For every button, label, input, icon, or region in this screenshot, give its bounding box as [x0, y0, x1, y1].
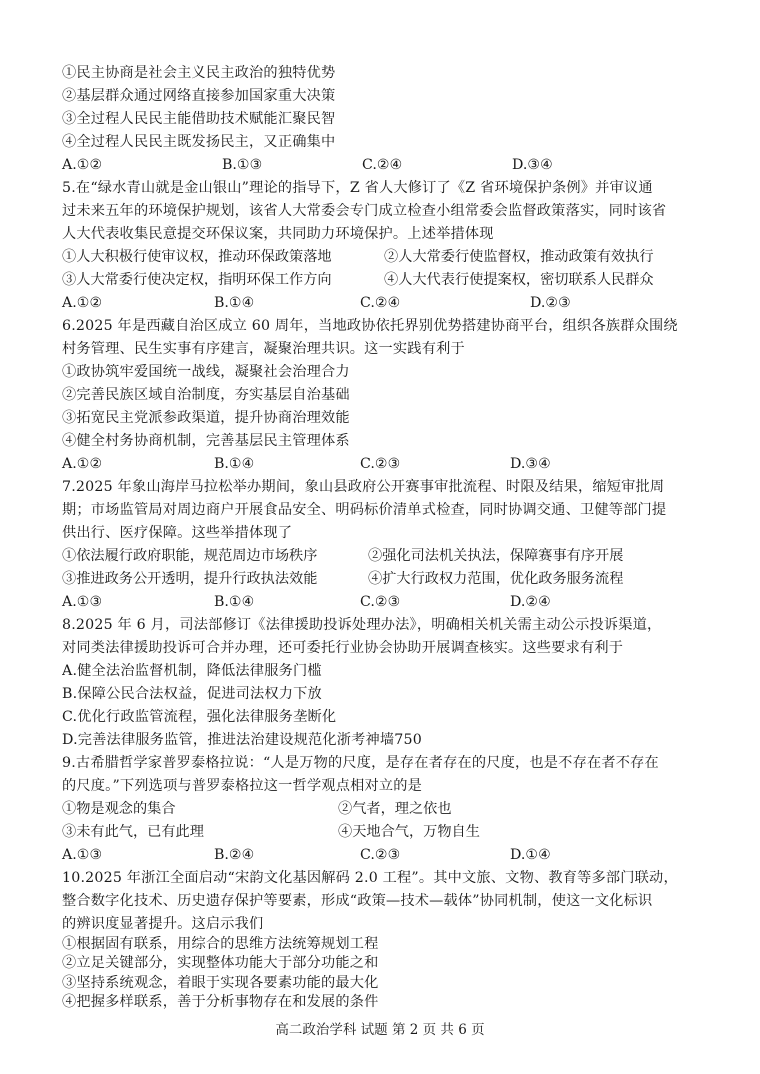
q6-item-1: ①政协筑牢爱国统一战线，凝聚社会治理合力 — [62, 364, 350, 380]
q5-option-a: A.①② — [62, 295, 103, 311]
q9-option-c: C.②③ — [360, 847, 401, 863]
q4-option-c: C.②④ — [362, 157, 403, 173]
q4-item-4: ④全过程人民民主既发扬民主，又正确集中 — [62, 134, 336, 150]
q7-stem-line-1: 7.2025 年象山海岸马拉松举办期间，象山县政府公开赛事审批流程、时限及结果，缩短审批周 — [62, 479, 665, 495]
q5-item-1: ①人大积极行使审议权，推动环保政策落地 — [62, 249, 332, 265]
q6-item-3: ③拓宽民主党派参政渠道，提升协商治理效能 — [62, 410, 350, 426]
q8-choice-a: A.健全法治监督机制，降低法律服务门槛 — [62, 663, 322, 679]
q4-item-1: ①民主协商是社会主义民主政治的独特优势 — [62, 65, 336, 81]
q10-stem-line-3: 的辨识度显著提升。这启示我们 — [62, 916, 264, 932]
q5-stem-line-2: 过未来五年的环境保护规划，该省人大常委会专门成立检查小组常委会监督政策落实，同时该省 — [62, 203, 667, 219]
q7-options — [62, 591, 712, 613]
q9-options — [62, 844, 712, 866]
q9-item-1: ①物是观念的集合 — [62, 801, 176, 817]
q9-item-4: ④天地合气，万物自生 — [338, 824, 480, 840]
q4-item-2: ②基层群众通过网络直接参加国家重大决策 — [62, 88, 336, 104]
q9-option-a: A.①③ — [62, 847, 103, 863]
q5-option-c: C.②④ — [360, 295, 401, 311]
q8-choice-d: D.完善法律服务监管，推进法治建设规范化浙考神墙750 — [62, 732, 422, 748]
q9-option-d: D.①④ — [510, 847, 551, 863]
q10-item-4: ④把握多样联系，善于分析事物存在和发展的条件 — [62, 994, 379, 1010]
q5-stem-line-1: 5.在“绿水青山就是金山银山”理论的指导下，Z 省人大修订了《Z 省环境保护条例》并审议通 — [62, 180, 653, 196]
q7-item-4: ④扩大行政权力范围，优化政务服务流程 — [368, 571, 624, 587]
q7-option-b: B.①④ — [214, 594, 255, 610]
q8-choice-b: B.保障公民合法权益，促进司法权力下放 — [62, 686, 322, 702]
q7-stem-line-3: 供出行、医疗保障。这些举措体现了 — [62, 525, 293, 541]
q7-option-a: A.①③ — [62, 594, 103, 610]
q5-option-b: B.①④ — [214, 295, 255, 311]
q4-option-d: D.③④ — [512, 157, 553, 173]
q6-option-d: D.③④ — [510, 456, 551, 472]
q5-options — [62, 292, 712, 314]
q4-options — [62, 154, 712, 176]
q5-option-d: D.②③ — [530, 295, 571, 311]
q5-item-4: ④人大代表行使提案权，密切联系人民群众 — [384, 272, 654, 288]
q5-item-2: ②人大常委行使监督权，推动政策有效执行 — [384, 249, 654, 265]
q9-stem-line-1: 9.古希腊哲学家普罗泰格拉说：“人是万物的尺度，是存在者存在的尺度，也是不存在者不存在 — [62, 755, 659, 771]
q6-item-4: ④健全村务协商机制，完善基层民主管理体系 — [62, 433, 350, 449]
q9-option-b: B.②④ — [214, 847, 255, 863]
q7-option-d: D.②④ — [510, 594, 551, 610]
q10-item-1: ①根据固有联系，用综合的思维方法统筹规划工程 — [62, 935, 379, 952]
q8-stem-line-2: 对同类法律援助投诉可合并办理，还可委托行业协会协助开展调查核实。这些要求有利于 — [62, 640, 624, 656]
q9-item-2: ②气者，理之依也 — [338, 801, 452, 817]
q7-item-3: ③推进政务公开透明，提升行政执法效能 — [62, 571, 318, 587]
q6-option-c: C.②③ — [360, 456, 401, 472]
q10-item-3: ③坚持系统观念，着眼于实现各要素功能的最大化 — [62, 974, 379, 991]
q9-item-3: ③未有此气，已有此理 — [62, 824, 204, 840]
q8-choice-c: C.优化行政监管流程，强化法律服务垄断化 — [62, 709, 337, 725]
q6-stem-line-2: 村务管理、民生实事有序建言，凝聚治理共识。这一实践有利于 — [62, 341, 465, 357]
q8-stem-line-1: 8.2025 年 6 月，司法部修订《法律援助投诉处理办法》，明确相关机关需主动公示投诉渠道， — [62, 617, 662, 633]
q4-item-3: ③全过程人民民主能借助技术赋能汇聚民智 — [62, 111, 336, 127]
q9-stem-line-2: 的尺度。”下列选项与普罗泰格拉这一哲学观点相对立的是 — [62, 778, 423, 794]
q10-stem-line-2: 整合数字化技术、历史遗存保护等要素，形成“政策—技术—载体”协同机制，使这一文化标识 — [62, 893, 653, 909]
q7-item-2: ②强化司法机关执法，保障赛事有序开展 — [368, 548, 624, 564]
q10-stem-line-1: 10.2025 年浙江全面启动“宋韵文化基因解码 2.0 工程”。其中文旅、文物、教育等多部门联动， — [62, 870, 678, 886]
q7-option-c: C.②③ — [360, 594, 401, 610]
q6-option-a: A.①② — [62, 456, 103, 472]
q6-stem-line-1: 6.2025 年是西藏自治区成立 60 周年，当地政协依托界别优势搭建协商平台，组织各族群众围绕 — [62, 318, 678, 334]
q6-item-2: ②完善民族区域自治制度，夯实基层自治基础 — [62, 387, 350, 403]
q4-option-a: A.①② — [62, 157, 103, 173]
q10-item-2: ②立足关键部分，实现整体功能大于部分功能之和 — [62, 955, 379, 971]
q7-stem-line-2: 期；市场监管局对周边商户开展食品安全、明码标价清单式检查，同时协调交通、卫健等部门提 — [62, 502, 667, 518]
q6-option-b: B.①④ — [214, 456, 255, 472]
q5-stem-line-3: 人大代表收集民意提交环保议案，共同助力环境保护。上述举措体现 — [62, 226, 494, 242]
page-footer: 高二政治学科 试题 第 2 页 共 6 页 — [275, 1022, 485, 1038]
q7-item-1: ①依法履行政府职能，规范周边市场秩序 — [62, 548, 318, 564]
q6-options — [62, 453, 712, 475]
q4-option-b: B.①③ — [222, 157, 263, 173]
q5-item-3: ③人大常委行使决定权，指明环保工作方向 — [62, 272, 332, 288]
